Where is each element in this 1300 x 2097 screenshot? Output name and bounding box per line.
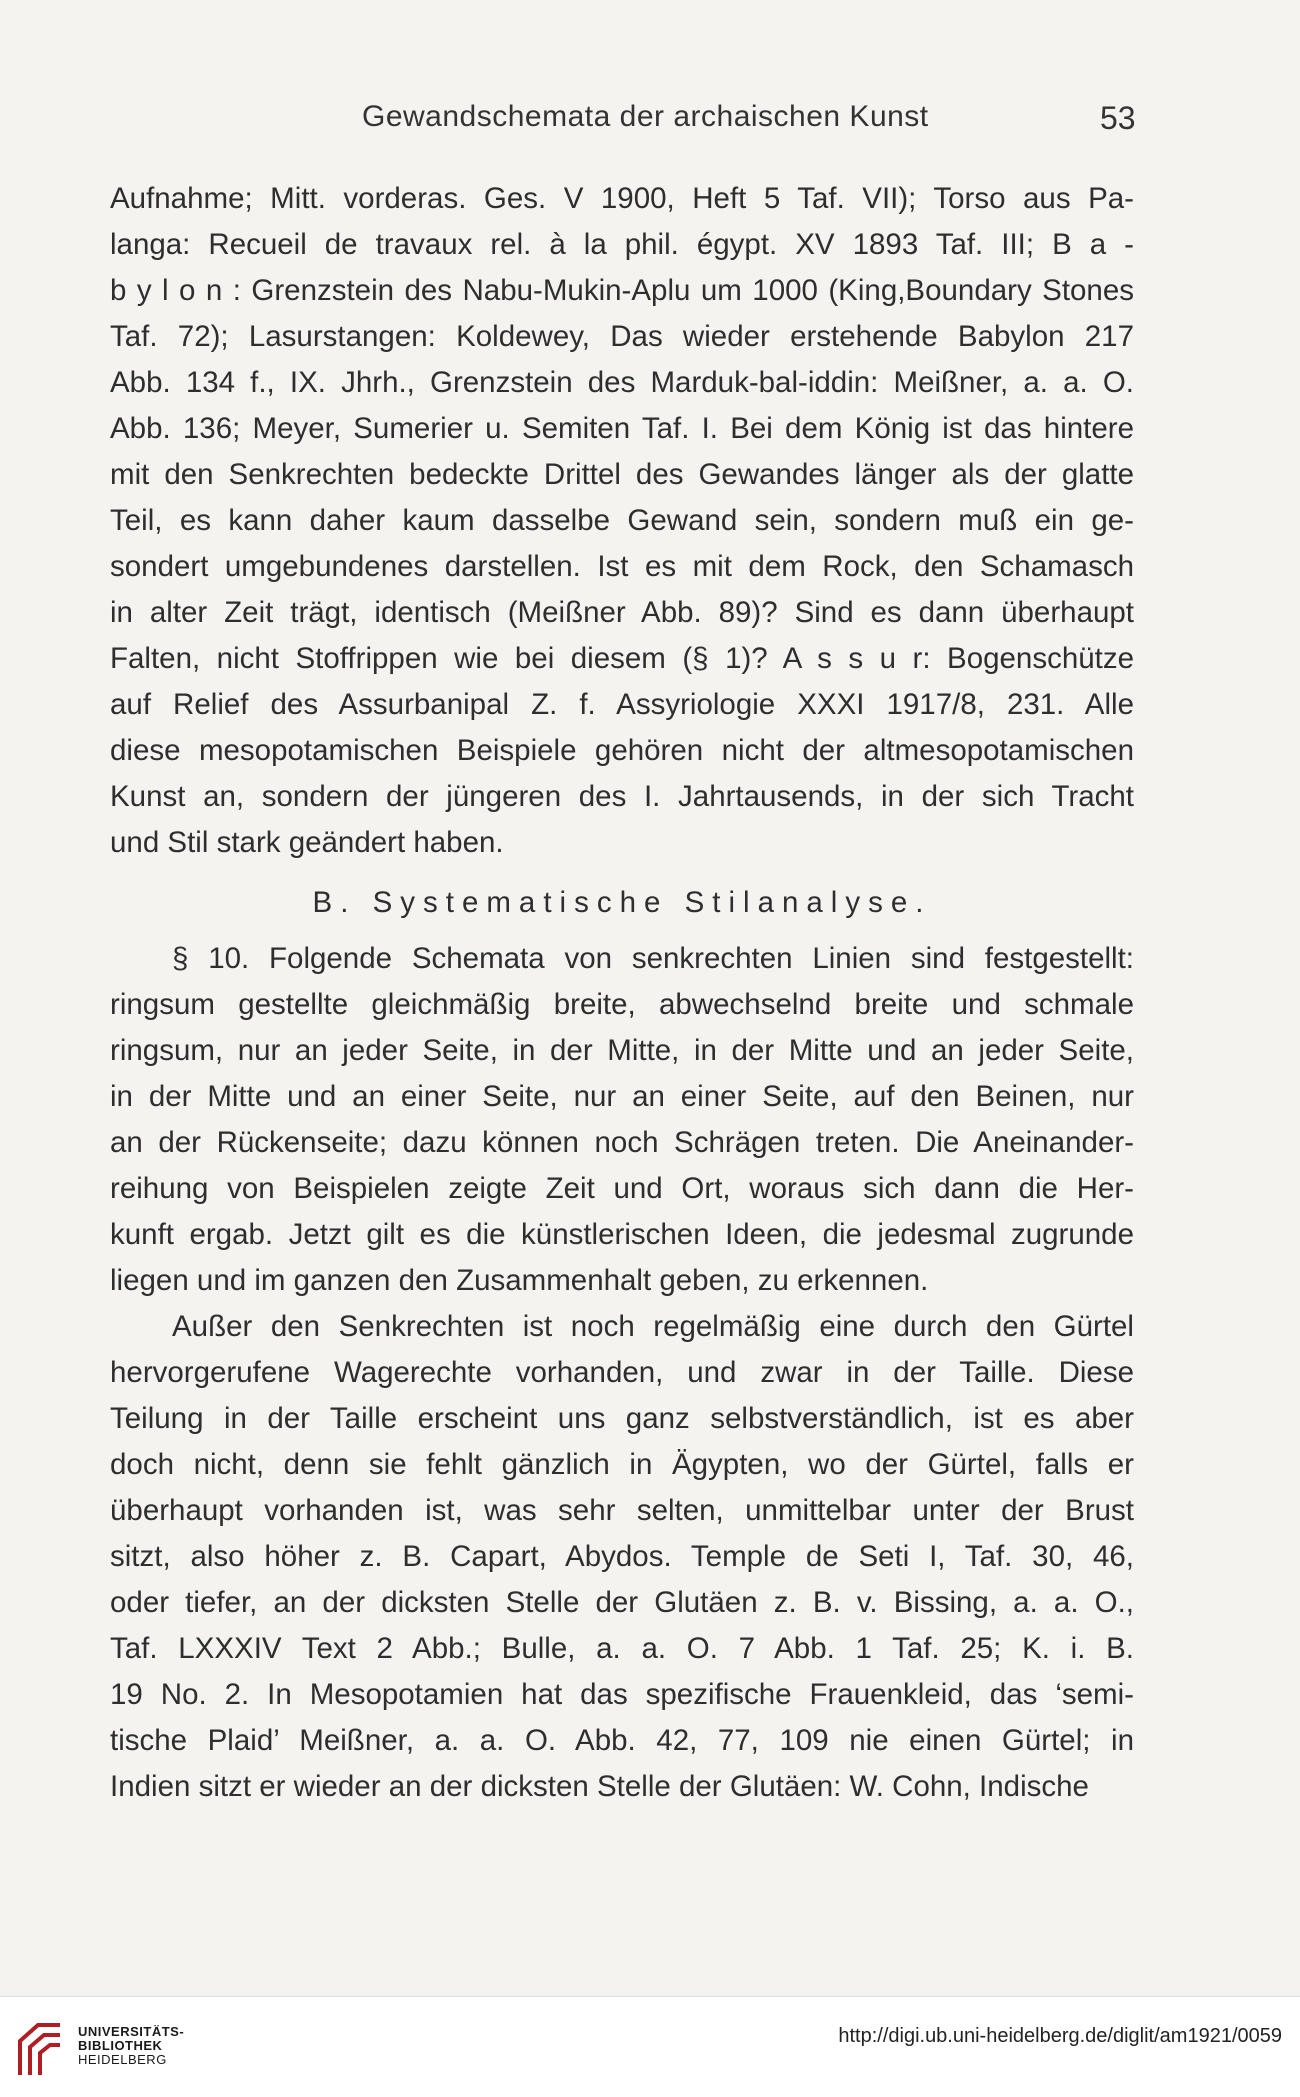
text-line: diese mesopotamischen Beispiele gehören nicht der altmesopotamischen [110,734,1134,767]
text-line: reihung von Beispielen zeigte Zeit und Ort, woraus sich dann die Her- [110,1172,1134,1205]
page-number: 53 [1100,100,1136,136]
text-line: doch nicht, denn sie fehlt gänzlich in Ägypten, wo der Gürtel, falls er [110,1448,1134,1481]
text-line: ringsum, nur an jeder Seite, in der Mitte, in der Mitte und an jeder Seite, [110,1034,1134,1067]
text-line: langa: Recueil de travaux rel. à la phil. égypt. XV 1893 Taf. III; B a - [110,228,1134,261]
text-line: an der Rückenseite; dazu können noch Schrägen treten. Die Aneinander- [110,1126,1134,1159]
text-line: 19 No. 2. In Mesopotamien hat das spezifische Frauenkleid, das ‘semi- [110,1678,1134,1711]
text-line: mit den Senkrechten bedeckte Drittel des Gewandes länger als der glatte [110,458,1134,491]
text-line: hervorgerufene Wagerechte vorhanden, und zwar in der Taille. Diese [110,1356,1134,1389]
text-line: Taf. LXXXIV Text 2 Abb.; Bulle, a. a. O. 7 Abb. 1 Taf. 25; K. i. B. [110,1632,1134,1665]
text-line: Abb. 134 f., IX. Jhrh., Grenzstein des Marduk-bal-iddin: Meißner, a. a. O. [110,366,1134,399]
text-line: Indien sitzt er wieder an der dicksten Stelle der Glutäen: W. Cohn, Indische [110,1770,1089,1803]
text-line: sondert umgebundenes darstellen. Ist es mit dem Rock, den Schamasch [110,550,1134,583]
text-line: ringsum gestellte gleichmäßig breite, abwechselnd breite und schmale [110,988,1134,1021]
text-line: auf Relief des Assurbanipal Z. f. Assyriologie XXXI 1917/8, 231. Alle [110,688,1134,721]
text-line: überhaupt vorhanden ist, was sehr selten, unmittelbar unter der Brust [110,1494,1134,1527]
library-name-line-3: HEIDELBERG [78,2052,167,2067]
paragraph-2 [110,936,1134,1304]
running-head [0,100,1300,140]
library-name-line-1: UNIVERSITÄTS- [78,2024,185,2039]
body-text [110,176,1134,1810]
text-line: tische Plaid’ Meißner, a. a. O. Abb. 42, 77, 109 nie einen Gürtel; in [110,1724,1134,1757]
paragraph-1 [110,176,1134,866]
text-line: b y l o n : Grenzstein des Nabu-Mukin-Aplu um 1000 (King,Boundary Stones [110,274,1134,307]
text-line: oder tiefer, an der dicksten Stelle der Glutäen z. B. v. Bissing, a. a. O., [110,1586,1134,1619]
text-line: liegen und im ganzen den Zusammenhalt geben, zu erkennen. [110,1264,929,1297]
text-line: sitzt, also höher z. B. Capart, Abydos. Temple de Seti I, Taf. 30, 46, [110,1540,1134,1573]
paragraph-3 [110,1304,1134,1810]
footer-bar [0,1996,1300,2097]
text-line: in alter Zeit trägt, identisch (Meißner Abb. 89)? Sind es dann überhaupt [110,596,1134,629]
library-name-line-2: BIBLIOTHEK [78,2038,163,2053]
text-line: Teil, es kann daher kaum dasselbe Gewand sein, sondern muß ein ge- [110,504,1134,537]
text-line: Taf. 72); Lasurstangen: Koldewey, Das wieder erstehende Babylon 217 [110,320,1134,353]
text-line: und Stil stark geändert haben. [110,826,504,859]
text-line: Teilung in der Taille erscheint uns ganz selbstverständlich, ist es aber [110,1402,1134,1435]
source-url-link[interactable]: http://digi.ub.uni-heidelberg.de/diglit/am1921/0059 [838,2025,1282,2047]
running-head-title: Gewandschemata der archaischen Kunst [362,100,929,133]
text-line: Kunst an, sondern der jüngeren des I. Jahrtausends, in der sich Tracht [110,780,1134,813]
text-line: Falten, nicht Stoffrippen wie bei diesem (§ 1)? A s s u r: Bogenschütze [110,642,1134,675]
library-name [78,2025,184,2067]
library-logo-icon [14,2019,64,2079]
text-line: Außer den Senkrechten ist noch regelmäßig eine durch den Gürtel [172,1310,1134,1343]
text-line: in der Mitte und an einer Seite, nur an einer Seite, auf den Beinen, nur [110,1080,1134,1113]
text-line: § 10. Folgende Schemata von senkrechten Linien sind festgestellt: [172,942,1134,975]
text-line: kunft ergab. Jetzt gilt es die künstlerischen Ideen, die jedesmal zugrunde [110,1218,1134,1251]
text-line: Aufnahme; Mitt. vorderas. Ges. V 1900, Heft 5 Taf. VII); Torso aus Pa- [110,182,1134,215]
section-heading: B. Systematische Stilanalyse. [312,886,932,919]
text-line: Abb. 136; Meyer, Sumerier u. Semiten Taf. I. Bei dem König ist das hintere [110,412,1134,445]
